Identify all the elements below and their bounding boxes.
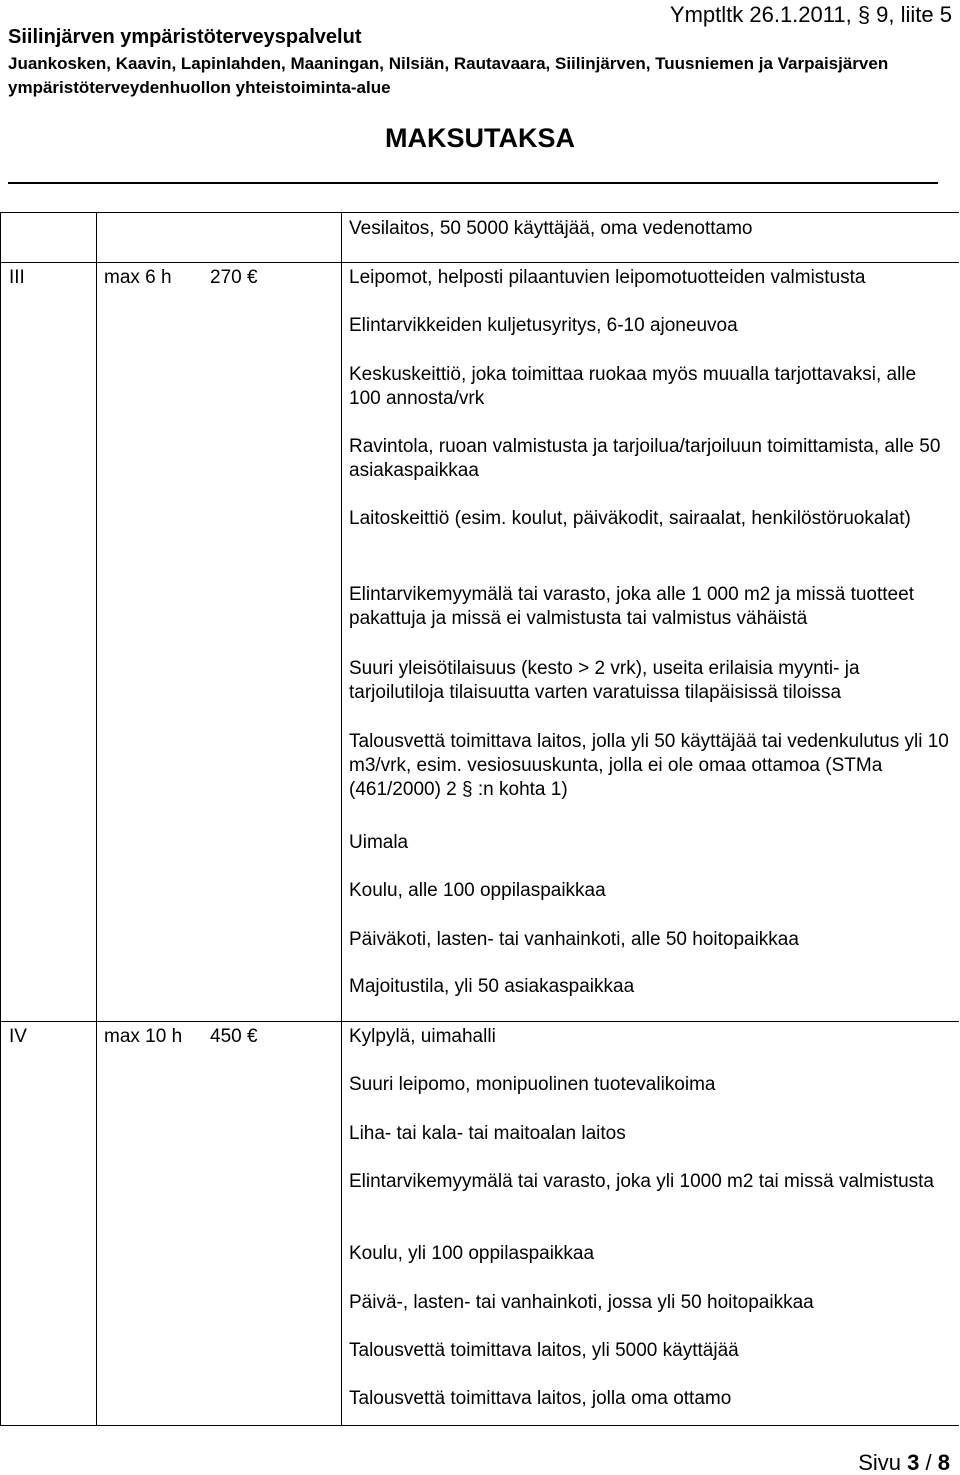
list-item: Talousvettä toimittava laitos, yli 5000 käyttäjää (349, 1340, 739, 1361)
list-item: Ravintola, ruoan valmistusta ja tarjoilua/tarjoiluun toimittamista, alle 50 asiakaspaikkaa (349, 436, 941, 481)
inspection-duration: max 6 h (104, 267, 172, 288)
list-item: Laitoskeittiö (esim. koulut, päiväkodit, sairaalat, henkilöstöruokalat) (349, 508, 911, 529)
list-item: Talousvettä toimittava laitos, jolla yli 50 käyttäjää tai vedenkulutus yli 10 m3/vrk, esim. vesiosuuskunta, jolla ei ole omaa ottamoa (STMa (461/2000) 2 § :n kohta 1) (349, 731, 949, 800)
list-item: Elintarvikkeiden kuljetusyritys, 6-10 ajoneuvoa (349, 315, 738, 336)
list-item: Päiväkoti, lasten- tai vanhainkoti, alle 50 hoitopaikkaa (349, 929, 799, 950)
list-item: Keskuskeittiö, joka toimittaa ruokaa myös muualla tarjottavaksi, alle 100 annosta/vrk (349, 364, 917, 409)
list-item: Suuri yleisötilaisuus (kesto > 2 vrk), useita erilaisia myynti- ja tarjoilutiloja tilaisuutta varten varatuissa tilapäisissä tiloissa (349, 658, 860, 703)
list-item: Leipomot, helposti pilaantuvien leipomotuotteiden valmistusta (349, 267, 866, 288)
page-total: 8 (937, 1450, 950, 1475)
page-number (858, 1451, 950, 1475)
organization-name: Siilinjärven ympäristöterveyspalvelut (8, 26, 362, 48)
list-item: Kylpylä, uimahalli (349, 1026, 496, 1047)
column-divider (341, 213, 342, 1425)
municipalities-line: Juankosken, Kaavin, Lapinlahden, Maaningan, Nilsiän, Rautavaara, Siilinjärven, Tuusniemen ja Varpaisjärven ympäristöterveydenhuollon yhteistoiminta-alue (8, 54, 889, 97)
column-divider (96, 213, 97, 1425)
inspection-duration: max 10 h (104, 1026, 183, 1047)
page-label: Sivu (858, 1450, 901, 1475)
list-item: Liha- tai kala- tai maitoalan laitos (349, 1123, 626, 1144)
fee-amount: 270 € (210, 267, 258, 288)
row-divider (1, 262, 959, 263)
fee-class: IV (9, 1026, 27, 1047)
list-item: Uimala (349, 832, 409, 853)
list-item: Talousvettä toimittava laitos, jolla oma ottamo (349, 1388, 732, 1409)
list-item: Majoitustila, yli 50 asiakaspaikkaa (349, 976, 635, 997)
fee-table (0, 212, 959, 1426)
document-reference: Ymptltk 26.1.2011, § 9, liite 5 (669, 2, 952, 27)
list-item: Elintarvikemyymälä tai varasto, joka yli 1000 m2 tai missä valmistusta (349, 1171, 934, 1192)
list-item: Koulu, alle 100 oppilaspaikkaa (349, 880, 606, 901)
title-underline (8, 182, 938, 184)
fee-amount: 450 € (210, 1026, 258, 1047)
row-divider (1, 1021, 959, 1022)
list-item: Vesilaitos, 50 5000 käyttäjää, oma vedenottamo (349, 218, 753, 239)
list-item: Suuri leipomo, monipuolinen tuotevalikoima (349, 1074, 716, 1095)
list-item: Koulu, yli 100 oppilaspaikkaa (349, 1243, 595, 1264)
page-title: MAKSUTAKSA (385, 123, 575, 153)
fee-class: III (9, 267, 25, 288)
page-current: 3 (907, 1450, 920, 1475)
list-item: Päivä-, lasten- tai vanhainkoti, jossa yli 50 hoitopaikkaa (349, 1292, 814, 1313)
page-separator: / (925, 1450, 932, 1475)
list-item: Elintarvikemyymälä tai varasto, joka alle 1 000 m2 ja missä tuotteet pakattuja ja missä ei valmistusta tai valmistus vähäistä (349, 584, 914, 629)
